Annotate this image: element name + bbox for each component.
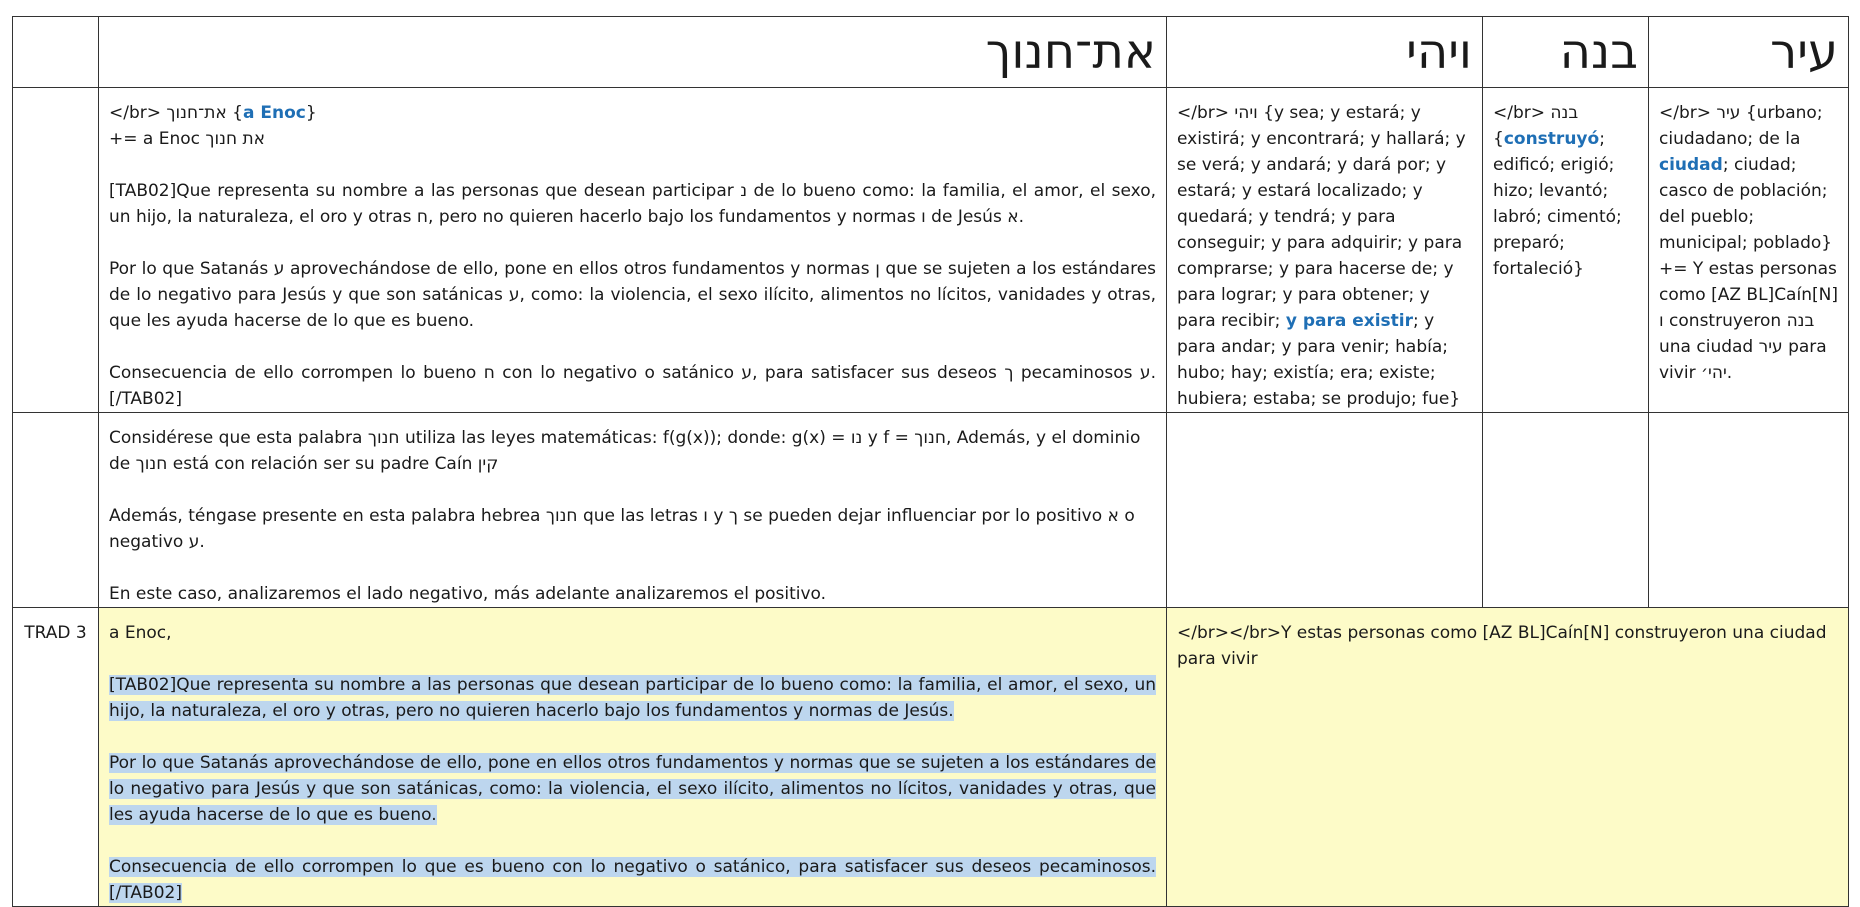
brace-close: }	[305, 103, 317, 123]
enoc-keyword: a Enoc	[243, 103, 306, 123]
note-3: En este caso, analizaremos el lado negativo, más adelante analizaremos el positivo.	[109, 584, 827, 604]
header-word-vayehi: ויהי	[1406, 24, 1472, 80]
trad-para2	[109, 750, 1156, 828]
trad-label: TRAD 3	[24, 623, 87, 643]
trad-left-cell	[99, 608, 1167, 907]
trad-intro: a Enoc,	[109, 623, 172, 643]
header-label-cell	[13, 17, 99, 88]
enoc-para3: Consecuencia de ello corrompen lo bueno ח con lo negativo o satánico ע, para satisfacer sus deseos ך pecaminosos ע. [/TAB02]	[109, 363, 1156, 409]
trad-para3-highlight: Consecuencia de ello corrompen lo que es bueno con lo negativo o satánico, para satisfacer sus deseos pecaminosos. [/TAB02]	[109, 857, 1156, 903]
ir-line2: += Y estas personas como [AZ BL]Caín[N] ו construyeron בנה una ciudad עיר para vivir יהי׳.	[1659, 259, 1838, 383]
trad-right-cell	[1167, 608, 1849, 907]
notes-empty-cell-1	[1167, 413, 1483, 608]
enoc-line2: += a Enoc את חנוך	[109, 129, 266, 149]
br-tag: </br>	[109, 103, 161, 123]
header-ir-cell	[1649, 17, 1849, 88]
header-word-bonah: בנה	[1559, 24, 1638, 80]
trad-label-cell	[13, 608, 99, 907]
header-enoc-cell	[99, 17, 1167, 88]
header-vayehi-cell	[1167, 17, 1483, 88]
bonah-text-pre: </br> בנה {	[1493, 103, 1579, 149]
trad-para1	[109, 672, 1156, 724]
bonah-definition-cell	[1483, 88, 1649, 413]
enoc-definition-cell	[99, 88, 1167, 413]
ir-text-pre: </br> עיר {urbano; ciudadano; de la	[1659, 103, 1823, 149]
header-word-ir: עיר	[1770, 24, 1838, 80]
notes-empty-cell-2	[1483, 413, 1649, 608]
notes-label-cell	[13, 413, 99, 608]
trad-right-text: </br></br>Y estas personas como [AZ BL]Caín[N] construyeron una ciudad para vivir	[1177, 623, 1827, 669]
note-1: Considérese que esta palabra חנוך utiliza las leyes matemáticas: f(g(x)); donde: g(x) = נו y f = חנוך, Además, y el dominio de חנוך está con relación ser su padre Caín קין	[109, 428, 1141, 474]
ir-keyword: ciudad	[1659, 155, 1723, 175]
translation-row	[13, 608, 1849, 907]
vayehi-text-pre: </br> ויהי {y sea; y estará; y existirá; y encontrará; y hallará; y se verá; y andará; y dará por; y estará; y estará localizado; y quedará; y tendrá; y para conseguir; y para adquirir; y para comprarse; y para hacerse de; y para lograr; y para obtener; y para recibir;	[1177, 103, 1466, 331]
ir-text-post: ; ciudad; casco de población; del pueblo; municipal; poblado}	[1659, 155, 1833, 253]
enoc-para2: Por lo que Satanás ע aprovechándose de ello, pone en ellos otros fundamentos y normas ן que se sujeten a los estándares de lo negativo para Jesús y que son satánicas ע, como: la violencia, el sexo ilícito, alimentos no lícitos, vanidades y otras, que les ayuda hacerse de lo que es bueno.	[109, 259, 1157, 331]
trad-para2-highlight: Por lo que Satanás aprovechándose de ello, pone en ellos otros fundamentos y normas que se sujeten a los estándares de lo negativo para Jesús y que son satánicas, como: la violencia, el sexo ilícito, alimentos no lícitos, vanidades y otras, que les ayuda hacerse de lo que es bueno.	[109, 753, 1156, 825]
header-word-enoc: את־חנוך	[985, 24, 1156, 80]
bonah-text-post: ; edificó; erigió; hizo; levantó; labró; cimentó; preparó; fortaleció}	[1493, 129, 1622, 279]
vayehi-definition-cell	[1167, 88, 1483, 413]
brace-open: {	[226, 103, 243, 123]
notes-row	[13, 413, 1849, 608]
trad-para1-highlight: [TAB02]Que representa su nombre a las personas que desean participar de lo bueno como: la familia, el amor, el sexo, un hijo, la naturaleza, el oro y otras, pero no quieren hacerlo bajo los fundamentos y normas de Jesús.	[109, 675, 1156, 721]
vayehi-keyword: y para existir	[1285, 311, 1414, 331]
translation-table	[12, 16, 1849, 907]
notes-cell	[99, 413, 1167, 608]
header-row	[13, 17, 1849, 88]
enoc-line1	[109, 100, 1156, 126]
ir-definition-cell	[1649, 88, 1849, 413]
translation-document	[12, 16, 1849, 907]
definitions-label-cell	[13, 88, 99, 413]
trad-para3	[109, 854, 1156, 906]
note-2: Además, téngase presente en esta palabra hebrea חנוך que las letras ו y ך se pueden dejar influenciar por lo positivo א o negativo ע.	[109, 506, 1135, 552]
vayehi-text-post: ; y para andar; y para venir; había; hubo; hay; existía; era; existe; hubiera; estaba; se produjo; fue}	[1177, 311, 1461, 409]
header-bonah-cell	[1483, 17, 1649, 88]
enoc-hebrew: את־חנוך	[166, 103, 227, 123]
definitions-row	[13, 88, 1849, 413]
bonah-keyword: construyó	[1503, 129, 1600, 149]
enoc-para1: [TAB02]Que representa su nombre a las personas que desean participar נ de lo bueno como: la familia, el amor, el sexo, un hijo, la naturaleza, el oro y otras ח, pero no quieren hacerlo bajo los fundamentos y normas ו de Jesús א.	[109, 181, 1156, 227]
notes-empty-cell-3	[1649, 413, 1849, 608]
